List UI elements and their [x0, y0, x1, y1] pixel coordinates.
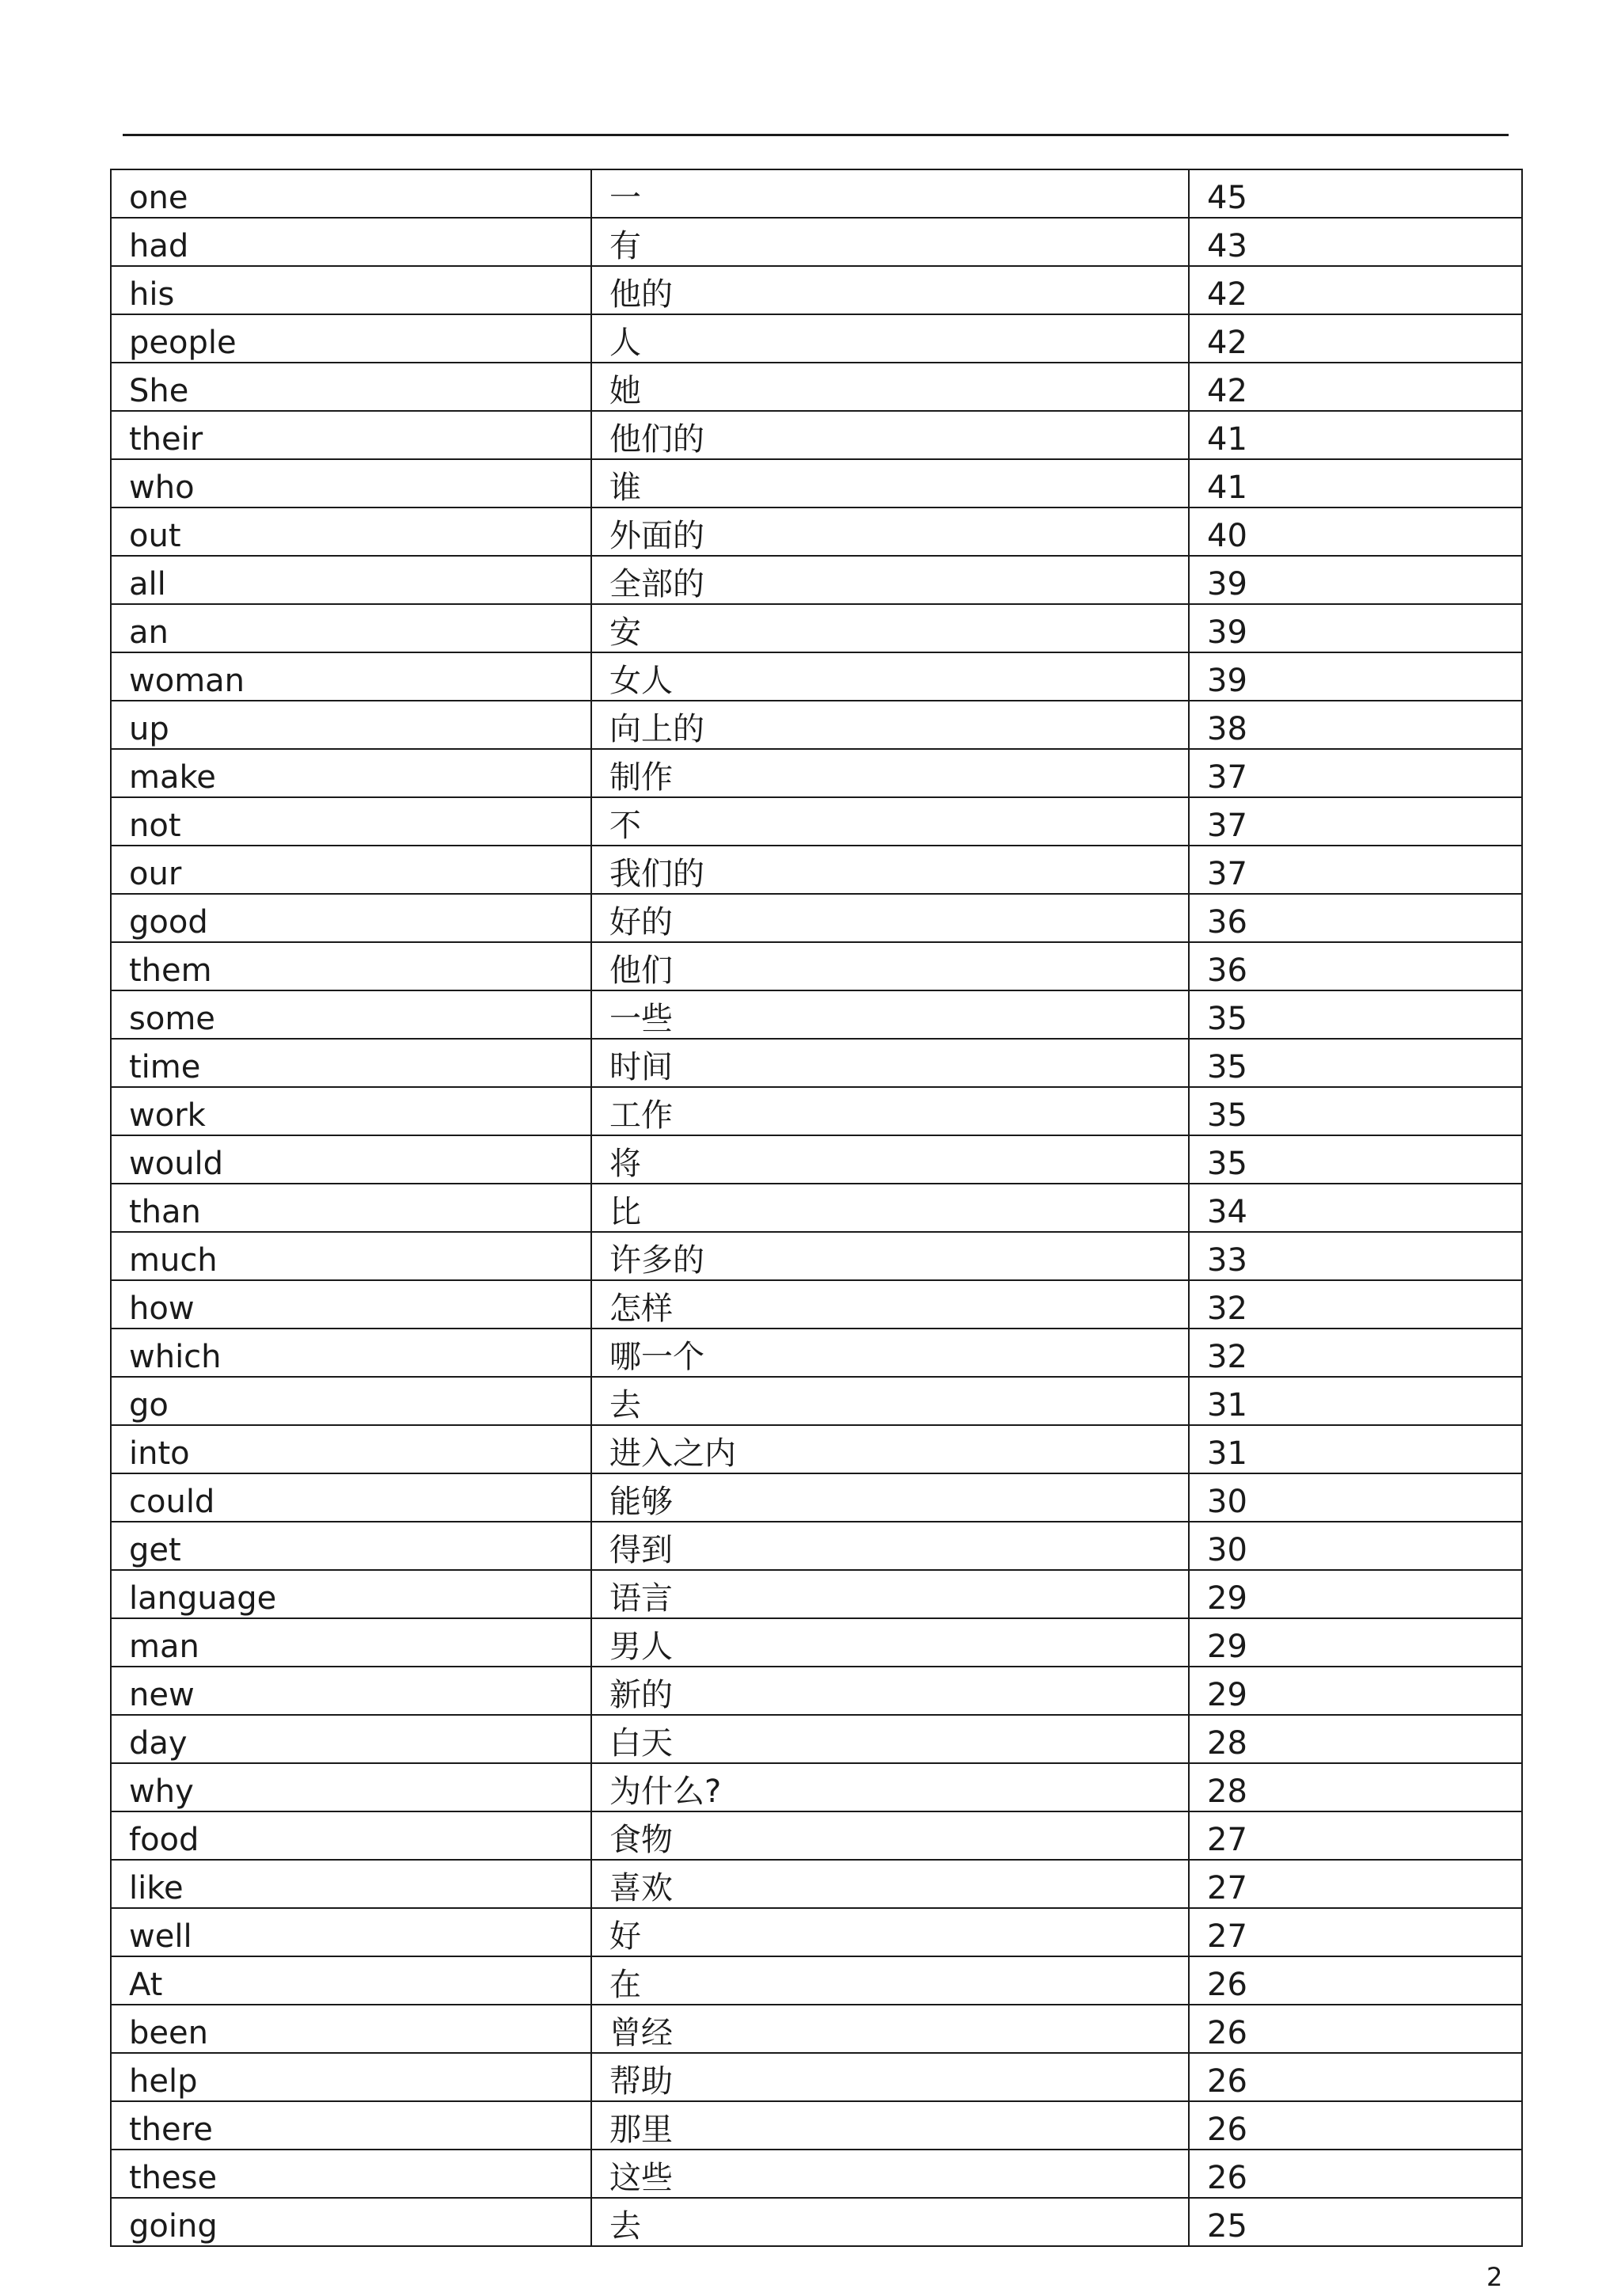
page-number: 2 — [1486, 2262, 1503, 2292]
chinese-translation-cell: 他的 — [591, 266, 1189, 314]
chinese-translation-cell: 工作 — [591, 1087, 1189, 1135]
english-word-cell: good — [111, 894, 591, 942]
chinese-translation-cell: 比 — [591, 1184, 1189, 1232]
table-row — [111, 604, 1522, 652]
chinese-translation-cell: 为什么? — [591, 1763, 1189, 1811]
english-word-cell: why — [111, 1763, 591, 1811]
english-word-cell: much — [111, 1232, 591, 1280]
frequency-count-cell: 26 — [1189, 2053, 1522, 2101]
table-row — [111, 2101, 1522, 2150]
table-row — [111, 1425, 1522, 1473]
english-word-cell: going — [111, 2198, 591, 2246]
chinese-translation-cell: 白天 — [591, 1715, 1189, 1763]
table-row — [111, 1522, 1522, 1570]
english-word-cell: new — [111, 1667, 591, 1715]
frequency-count-cell: 39 — [1189, 652, 1522, 701]
frequency-count-cell: 43 — [1189, 218, 1522, 266]
english-word-cell: up — [111, 701, 591, 749]
frequency-count-cell: 32 — [1189, 1280, 1522, 1329]
chinese-translation-cell: 许多的 — [591, 1232, 1189, 1280]
table-row — [111, 1811, 1522, 1860]
frequency-count-cell: 27 — [1189, 1811, 1522, 1860]
chinese-translation-cell: 人 — [591, 314, 1189, 363]
table-row — [111, 2053, 1522, 2101]
table-row — [111, 1908, 1522, 1956]
chinese-translation-cell: 帮助 — [591, 2053, 1189, 2101]
frequency-count-cell: 27 — [1189, 1860, 1522, 1908]
frequency-count-cell: 30 — [1189, 1473, 1522, 1522]
frequency-count-cell: 33 — [1189, 1232, 1522, 1280]
table-row — [111, 507, 1522, 556]
frequency-count-cell: 42 — [1189, 363, 1522, 411]
table-row — [111, 1232, 1522, 1280]
table-row — [111, 797, 1522, 846]
chinese-translation-cell: 去 — [591, 2198, 1189, 2246]
table-row — [111, 942, 1522, 990]
frequency-count-cell: 39 — [1189, 556, 1522, 604]
chinese-translation-cell: 得到 — [591, 1522, 1189, 1570]
english-word-cell: At — [111, 1956, 591, 2005]
english-word-cell: been — [111, 2005, 591, 2053]
english-word-cell: their — [111, 411, 591, 459]
chinese-translation-cell: 他们 — [591, 942, 1189, 990]
english-word-cell: had — [111, 218, 591, 266]
chinese-translation-cell: 进入之内 — [591, 1425, 1189, 1473]
table-row — [111, 1618, 1522, 1667]
table-row — [111, 1039, 1522, 1087]
header-rule — [123, 134, 1509, 136]
chinese-translation-cell: 一 — [591, 169, 1189, 218]
chinese-translation-cell: 外面的 — [591, 507, 1189, 556]
english-word-cell: not — [111, 797, 591, 846]
frequency-count-cell: 36 — [1189, 894, 1522, 942]
table-row — [111, 1715, 1522, 1763]
english-word-cell: man — [111, 1618, 591, 1667]
chinese-translation-cell: 喜欢 — [591, 1860, 1189, 1908]
english-word-cell: time — [111, 1039, 591, 1087]
table-row — [111, 749, 1522, 797]
english-word-cell: how — [111, 1280, 591, 1329]
english-word-cell: there — [111, 2101, 591, 2150]
chinese-translation-cell: 安 — [591, 604, 1189, 652]
chinese-translation-cell: 曾经 — [591, 2005, 1189, 2053]
frequency-count-cell: 26 — [1189, 2005, 1522, 2053]
table-row — [111, 1329, 1522, 1377]
frequency-count-cell: 37 — [1189, 797, 1522, 846]
frequency-count-cell: 35 — [1189, 1087, 1522, 1135]
english-word-cell: well — [111, 1908, 591, 1956]
table-row — [111, 990, 1522, 1039]
chinese-translation-cell: 去 — [591, 1377, 1189, 1425]
table-row — [111, 218, 1522, 266]
table-row — [111, 2005, 1522, 2053]
frequency-count-cell: 29 — [1189, 1570, 1522, 1618]
chinese-translation-cell: 我们的 — [591, 846, 1189, 894]
chinese-translation-cell: 怎样 — [591, 1280, 1189, 1329]
frequency-count-cell: 28 — [1189, 1715, 1522, 1763]
frequency-count-cell: 38 — [1189, 701, 1522, 749]
chinese-translation-cell: 不 — [591, 797, 1189, 846]
chinese-translation-cell: 时间 — [591, 1039, 1189, 1087]
table-row — [111, 1667, 1522, 1715]
table-row — [111, 169, 1522, 218]
chinese-translation-cell: 语言 — [591, 1570, 1189, 1618]
frequency-count-cell: 37 — [1189, 846, 1522, 894]
english-word-cell: them — [111, 942, 591, 990]
english-word-cell: She — [111, 363, 591, 411]
chinese-translation-cell: 食物 — [591, 1811, 1189, 1860]
table-row — [111, 266, 1522, 314]
frequency-count-cell: 45 — [1189, 169, 1522, 218]
english-word-cell: would — [111, 1135, 591, 1184]
table-row — [111, 846, 1522, 894]
english-word-cell: help — [111, 2053, 591, 2101]
english-word-cell: all — [111, 556, 591, 604]
frequency-count-cell: 28 — [1189, 1763, 1522, 1811]
english-word-cell: day — [111, 1715, 591, 1763]
table-row — [111, 1184, 1522, 1232]
english-word-cell: these — [111, 2150, 591, 2198]
english-word-cell: food — [111, 1811, 591, 1860]
table-row — [111, 2198, 1522, 2246]
frequency-count-cell: 37 — [1189, 749, 1522, 797]
table-row — [111, 459, 1522, 507]
table-row — [111, 1763, 1522, 1811]
frequency-count-cell: 34 — [1189, 1184, 1522, 1232]
table-row — [111, 701, 1522, 749]
table-row — [111, 1135, 1522, 1184]
table-row — [111, 894, 1522, 942]
table-row — [111, 1956, 1522, 2005]
chinese-translation-cell: 好的 — [591, 894, 1189, 942]
english-word-cell: language — [111, 1570, 591, 1618]
frequency-count-cell: 35 — [1189, 990, 1522, 1039]
chinese-translation-cell: 有 — [591, 218, 1189, 266]
frequency-count-cell: 32 — [1189, 1329, 1522, 1377]
english-word-cell: who — [111, 459, 591, 507]
english-word-cell: people — [111, 314, 591, 363]
frequency-count-cell: 26 — [1189, 1956, 1522, 2005]
table-row — [111, 1570, 1522, 1618]
english-word-cell: some — [111, 990, 591, 1039]
english-word-cell: than — [111, 1184, 591, 1232]
chinese-translation-cell: 将 — [591, 1135, 1189, 1184]
english-word-cell: an — [111, 604, 591, 652]
vocabulary-table-body — [111, 169, 1522, 2246]
chinese-translation-cell: 这些 — [591, 2150, 1189, 2198]
frequency-count-cell: 31 — [1189, 1425, 1522, 1473]
chinese-translation-cell: 女人 — [591, 652, 1189, 701]
table-row — [111, 1377, 1522, 1425]
frequency-count-cell: 40 — [1189, 507, 1522, 556]
english-word-cell: make — [111, 749, 591, 797]
table-row — [111, 411, 1522, 459]
frequency-count-cell: 30 — [1189, 1522, 1522, 1570]
chinese-translation-cell: 新的 — [591, 1667, 1189, 1715]
frequency-count-cell: 39 — [1189, 604, 1522, 652]
chinese-translation-cell: 谁 — [591, 459, 1189, 507]
chinese-translation-cell: 他们的 — [591, 411, 1189, 459]
chinese-translation-cell: 她 — [591, 363, 1189, 411]
english-word-cell: out — [111, 507, 591, 556]
chinese-translation-cell: 好 — [591, 1908, 1189, 1956]
frequency-count-cell: 29 — [1189, 1618, 1522, 1667]
table-row — [111, 1087, 1522, 1135]
table-row — [111, 652, 1522, 701]
chinese-translation-cell: 全部的 — [591, 556, 1189, 604]
chinese-translation-cell: 男人 — [591, 1618, 1189, 1667]
english-word-cell: get — [111, 1522, 591, 1570]
chinese-translation-cell: 哪一个 — [591, 1329, 1189, 1377]
vocabulary-table — [110, 169, 1523, 2247]
table-row — [111, 1473, 1522, 1522]
table-row — [111, 314, 1522, 363]
frequency-count-cell: 41 — [1189, 459, 1522, 507]
frequency-count-cell: 35 — [1189, 1135, 1522, 1184]
english-word-cell: which — [111, 1329, 591, 1377]
frequency-count-cell: 25 — [1189, 2198, 1522, 2246]
english-word-cell: go — [111, 1377, 591, 1425]
frequency-count-cell: 42 — [1189, 266, 1522, 314]
english-word-cell: could — [111, 1473, 591, 1522]
english-word-cell: work — [111, 1087, 591, 1135]
frequency-count-cell: 31 — [1189, 1377, 1522, 1425]
frequency-count-cell: 36 — [1189, 942, 1522, 990]
english-word-cell: like — [111, 1860, 591, 1908]
frequency-count-cell: 26 — [1189, 2101, 1522, 2150]
english-word-cell: his — [111, 266, 591, 314]
frequency-count-cell: 27 — [1189, 1908, 1522, 1956]
english-word-cell: our — [111, 846, 591, 894]
table-row — [111, 556, 1522, 604]
english-word-cell: into — [111, 1425, 591, 1473]
table-row — [111, 1280, 1522, 1329]
frequency-count-cell: 26 — [1189, 2150, 1522, 2198]
frequency-count-cell: 41 — [1189, 411, 1522, 459]
chinese-translation-cell: 制作 — [591, 749, 1189, 797]
table-row — [111, 2150, 1522, 2198]
table-row — [111, 1860, 1522, 1908]
chinese-translation-cell: 在 — [591, 1956, 1189, 2005]
frequency-count-cell: 35 — [1189, 1039, 1522, 1087]
chinese-translation-cell: 向上的 — [591, 701, 1189, 749]
frequency-count-cell: 42 — [1189, 314, 1522, 363]
chinese-translation-cell: 一些 — [591, 990, 1189, 1039]
frequency-count-cell: 29 — [1189, 1667, 1522, 1715]
table-row — [111, 363, 1522, 411]
english-word-cell: one — [111, 169, 591, 218]
chinese-translation-cell: 能够 — [591, 1473, 1189, 1522]
english-word-cell: woman — [111, 652, 591, 701]
chinese-translation-cell: 那里 — [591, 2101, 1189, 2150]
